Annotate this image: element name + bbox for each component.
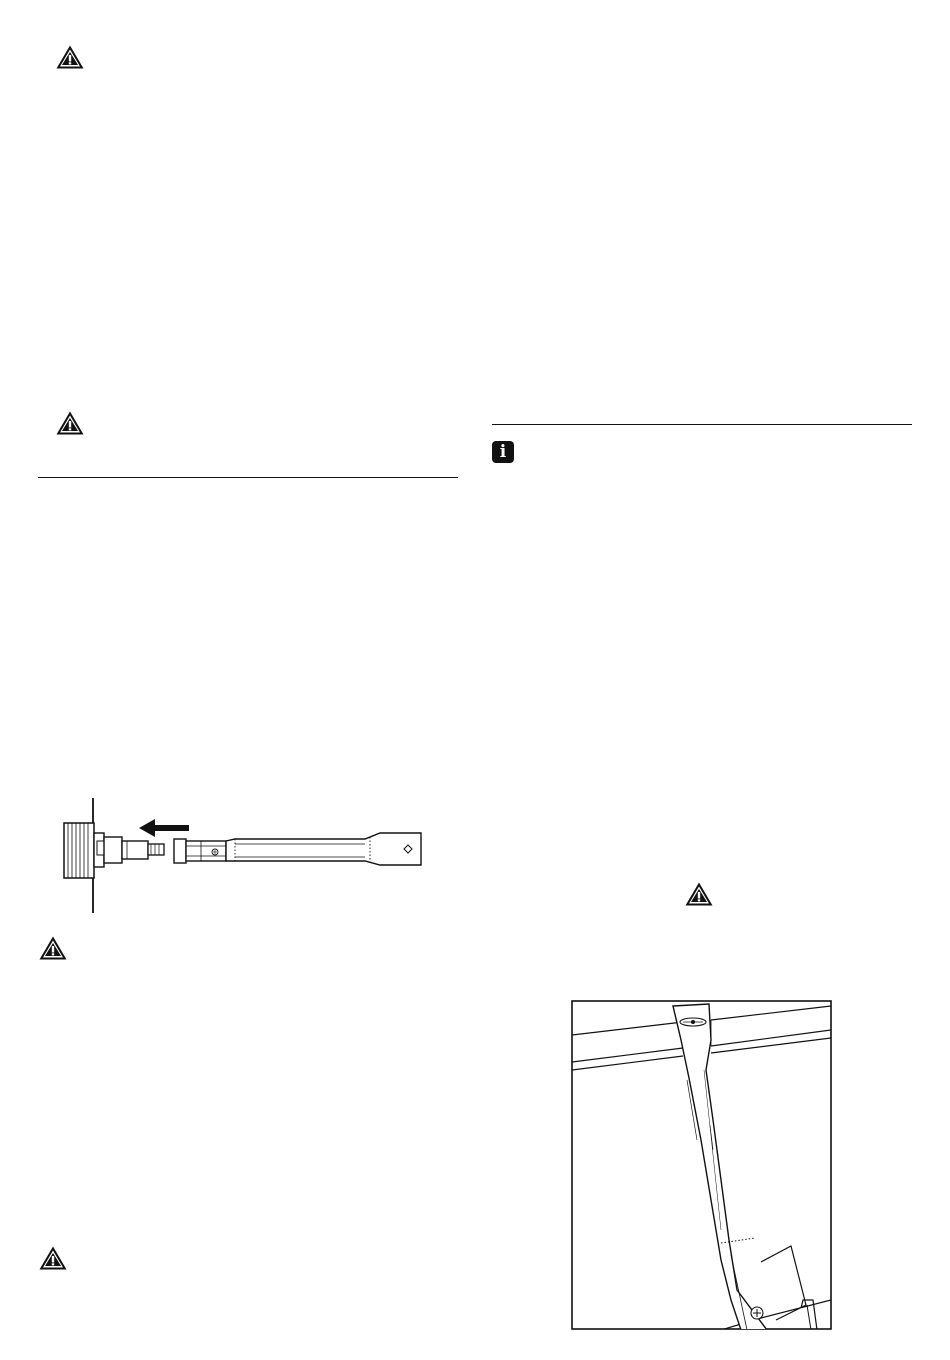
section-divider (492, 424, 912, 425)
burner-tube-installed-figure (571, 1000, 833, 1332)
burner-tube-insertion-figure (55, 795, 435, 915)
warning-triangle-icon (55, 410, 85, 436)
info-glyph: i (499, 442, 507, 462)
warning-triangle-icon (55, 44, 85, 70)
info-icon (492, 441, 514, 463)
warning-triangle-icon (684, 881, 714, 907)
warning-triangle-icon (38, 935, 68, 961)
warning-triangle-icon (38, 1245, 68, 1271)
section-divider (38, 477, 458, 478)
